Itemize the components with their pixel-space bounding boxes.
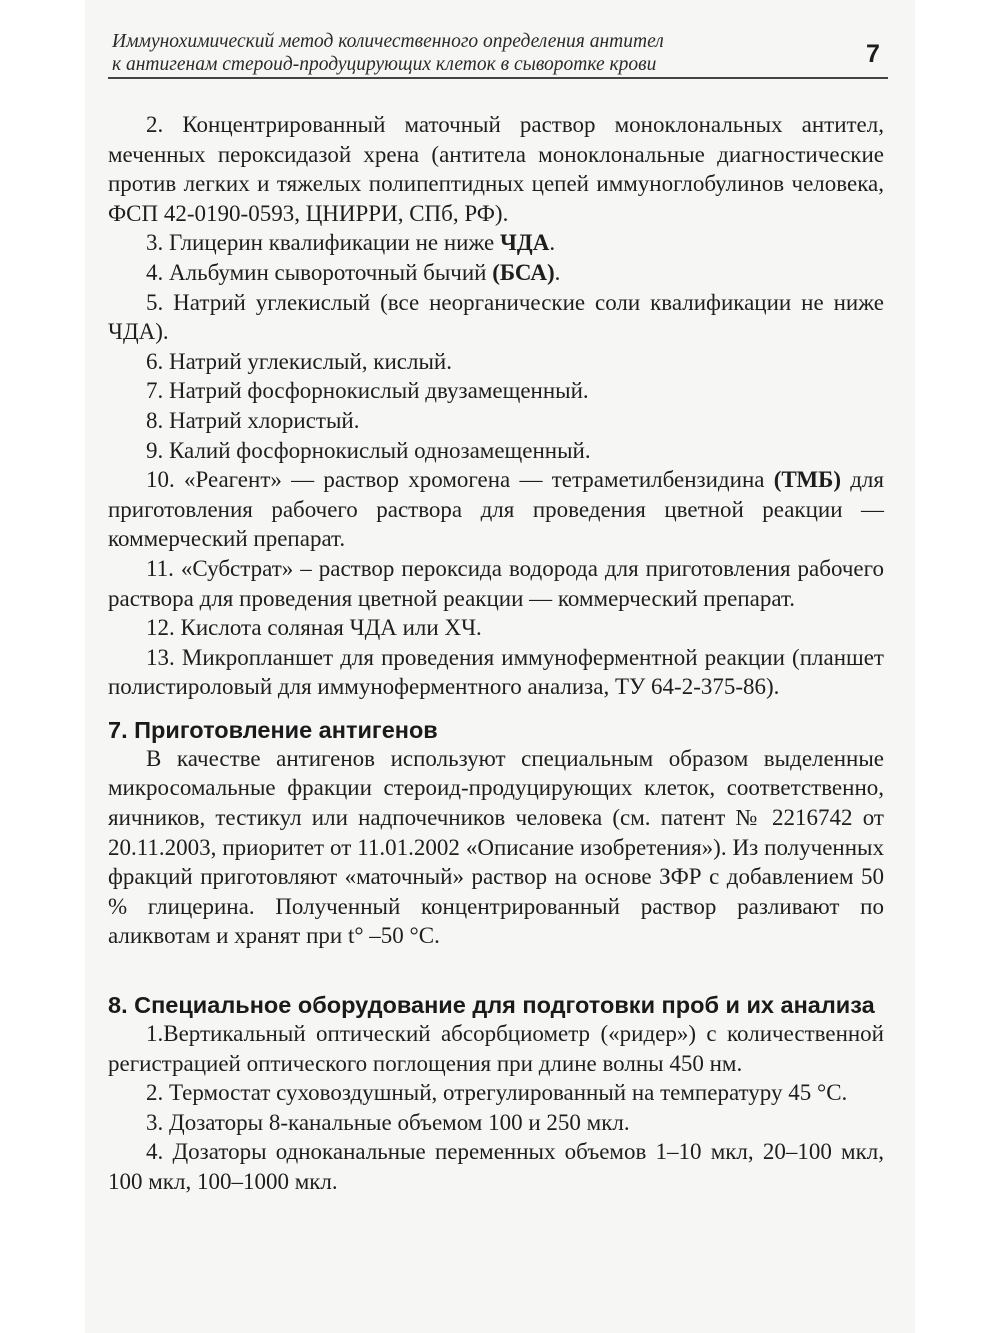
list-item: 4. Дозаторы одноканальные переменных объемов 1–10 мкл, 20–100 мкл, 100 мкл, 100–1000 мкл. <box>108 1139 884 1194</box>
list-item: 8. Натрий хлористый. <box>146 407 360 433</box>
list-item: 10. «Реагент» — раствор хромогена — тетраметилбензидина (ТМБ) для приготовления рабочего раствора для проведения цветной реакции — коммерческий препарат. <box>108 467 884 552</box>
list-item: 3. Дозаторы 8-канальные объемом 100 и 250 мкл. <box>146 1109 630 1135</box>
list-item: 9. Калий фосфорнокислый однозамещенный. <box>146 437 591 463</box>
section-paragraph: В качестве антигенов используют специальным образом выделенные микросомальные фракции стероид-продуцирующих клеток, соответственно, яичников, тестикул или надпочечников человека (см. патент № 2216742 от 20.11.2003, приоритет от 11.01.2002 «Описание изобретения»). Из полученных фракций приготовляют «маточный» раствор на основе ЗФР с добавлением 50 % глицерина. Полученный концентрированный раствор разливают по аликвотам и хранят при t° –50 °С. <box>108 745 884 949</box>
page-content <box>108 110 884 1197</box>
list-item: 2. Концентрированный маточный раствор моноклональных антител, меченных пероксидазой хрена (антитела моноклональные диагностические против легких и тяжелых полипептидных цепей иммуноглобулинов человека, ФСП 42-0190-0593, ЦНИРРИ, СПб, РФ). <box>108 112 884 226</box>
list-item: 4. Альбумин сывороточный бычий (БСА). <box>146 259 561 285</box>
bold-term: ЧДА <box>500 230 550 256</box>
list-item: 7. Натрий фосфорнокислый двузамещенный. <box>146 378 589 404</box>
section-heading: 7. Приготовление антигенов <box>108 716 438 743</box>
list-item: 1.Вертикальный оптический абсорбциометр («ридер») с количественной регистрацией оптического поглощения при длине волны 450 нм. <box>108 1021 884 1076</box>
section-heading: 8. Специальное оборудование для подготовки проб и их анализа <box>108 992 875 1019</box>
header-rule <box>108 77 888 79</box>
list-item: 13. Микропланшет для проведения иммуноферментной реакции (планшет полистироловый для иммуноферментного анализа, ТУ 64-2-375-86). <box>108 644 884 700</box>
bold-term: (ТМБ) <box>773 467 841 493</box>
list-item: 3. Глицерин квалификации не ниже ЧДА. <box>146 230 556 256</box>
running-head-line-2: к антигенам стероид-продуцирующих клеток в сыворотке крови <box>112 54 657 75</box>
list-item: 11. «Субстрат» – раствор пероксида водорода для приготовления рабочего раствора для проведения цветной реакции — коммерческий препарат. <box>108 555 884 611</box>
page-number: 7 <box>866 40 880 68</box>
list-item: 2. Термостат суховоздушный, отрегулированный на температуру 45 °С. <box>146 1080 848 1106</box>
running-head-line-1: Иммунохимический метод количественного определения антител <box>112 31 664 52</box>
list-item: 5. Натрий углекислый (все неорганические соли квалификации не ниже ЧДА). <box>108 289 884 345</box>
list-item: 6. Натрий углекислый, кислый. <box>146 348 452 374</box>
bold-term: (БСА) <box>492 259 555 285</box>
running-head <box>112 30 812 76</box>
list-item: 12. Кислота соляная ЧДА или ХЧ. <box>146 615 482 641</box>
